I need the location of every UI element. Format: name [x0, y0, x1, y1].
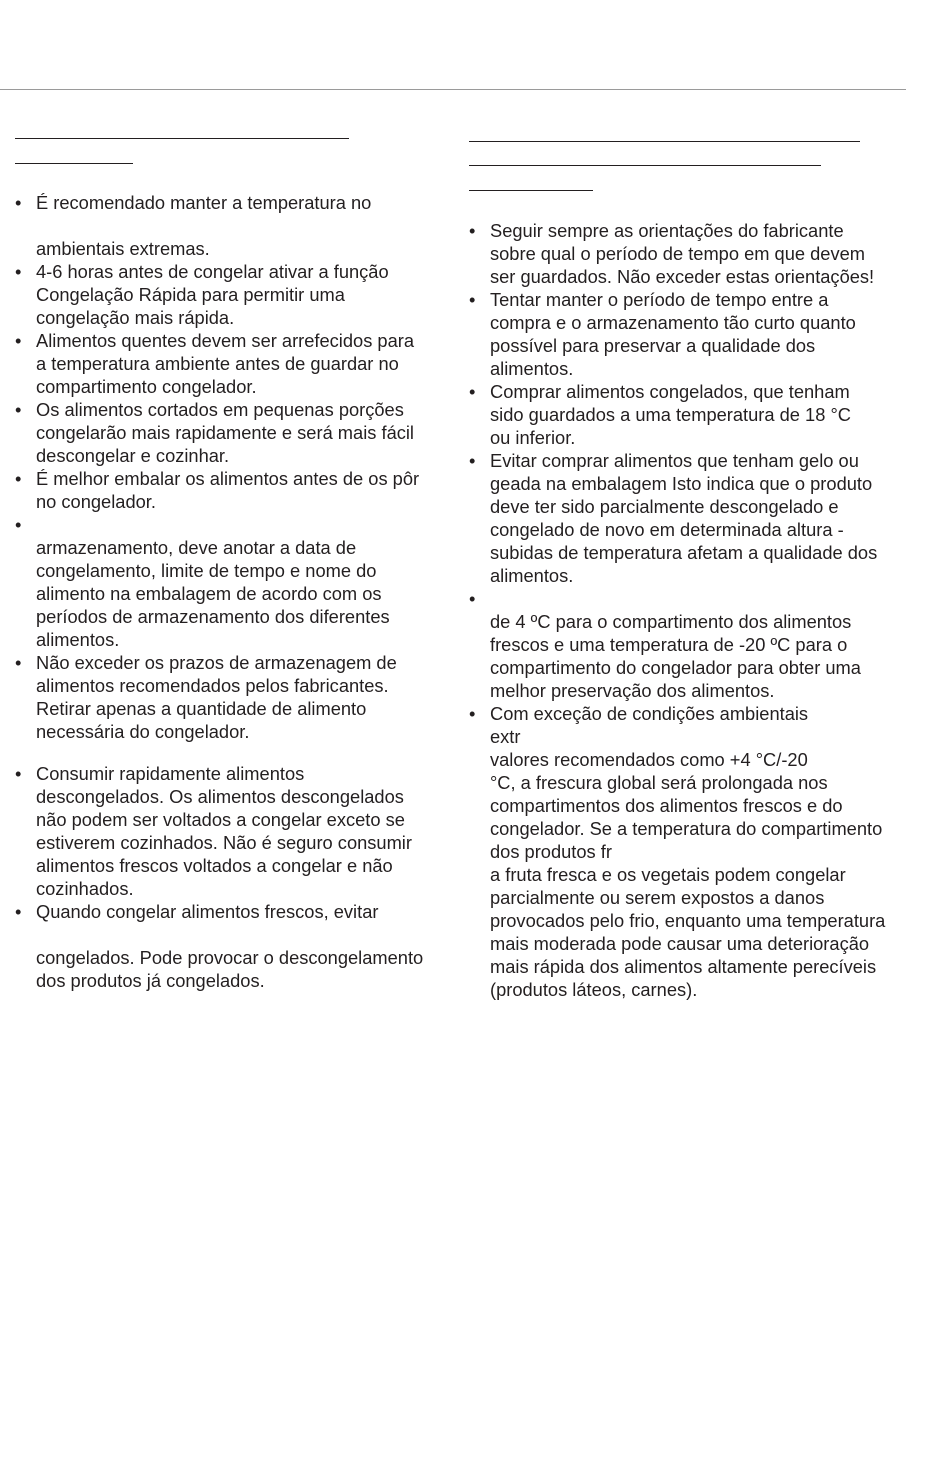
bullet-icon: •	[469, 289, 476, 310]
list-item	[469, 702, 917, 1001]
list-item	[469, 219, 917, 288]
list-item-text: Alimentos quentes devem ser arrefecidos para a temperatura ambiente antes de guardar no compartimento congelador.	[36, 330, 415, 397]
bullet-icon: •	[469, 588, 476, 609]
bullet-icon: •	[15, 901, 22, 922]
left-bullet-list-2	[15, 762, 455, 992]
list-item	[15, 900, 455, 992]
bullet-icon: •	[15, 514, 22, 535]
bullet-icon: •	[15, 468, 22, 489]
bullet-icon: •	[469, 220, 476, 241]
bullet-icon: •	[15, 261, 22, 282]
list-item-text: Os alimentos cortados em pequenas porções congelarão mais rapidamente e será mais fácil descongelar e cozinhar.	[36, 399, 414, 466]
list-item-text: Consumir rapidamente alimentos descongelados. Os alimentos descongelados não podem ser voltados a congelar exceto se estiverem cozinhados. Não é seguro consumir alimentos frescos voltados a congelar e não cozinhados.	[36, 763, 412, 899]
heading-underline	[469, 190, 593, 191]
list-item-text: Evitar comprar alimentos que tenham gelo ou geada na embalagem Isto indica que o produto deve ter sido parcialmente descongelado e congelado de novo em determinada altura - subidas de temperatura afetam a qualidade dos alimentos.	[490, 450, 878, 586]
page-top-rule	[0, 89, 906, 90]
list-item-text: de 4 ºC para o compartimento dos alimentos frescos e uma temperatura de -20 ºC para o compartimento do congelador para obter uma melhor preservação dos alimentos.	[490, 611, 861, 701]
bullet-icon: •	[469, 703, 476, 724]
bullet-icon: •	[469, 381, 476, 402]
list-item-text: Seguir sempre as orientações do fabricante sobre qual o período de tempo em que devem ser guardados. Não exceder estas orientações!	[490, 220, 875, 287]
list-item-text: Quando congelar alimentos frescos, evitar congelados. Pode provocar o descongelamento dos produtos já congelados.	[36, 901, 424, 991]
bullet-icon: •	[469, 450, 476, 471]
bullet-icon: •	[15, 399, 22, 420]
bullet-icon: •	[15, 330, 22, 351]
list-item-text: Comprar alimentos congelados, que tenham sido guardados a uma temperatura de 18 °C ou inferior.	[490, 381, 851, 448]
heading-underline	[15, 138, 349, 139]
list-item	[15, 398, 455, 467]
list-item	[469, 288, 917, 380]
list-item	[15, 467, 455, 513]
bullet-icon: •	[15, 652, 22, 673]
list-item-text: 4-6 horas antes de congelar ativar a função Congelação Rápida para permitir uma congelação mais rápida.	[36, 261, 389, 328]
list-item-text: armazenamento, deve anotar a data de congelamento, limite de tempo e nome do alimento na embalagem de acordo com os períodos de armazenamento dos diferentes alimentos.	[36, 537, 390, 650]
list-item	[15, 329, 455, 398]
list-item	[15, 513, 455, 651]
heading-underline	[15, 163, 133, 164]
heading-underline	[469, 165, 821, 166]
bullet-icon: •	[15, 763, 22, 784]
bullet-icon: •	[15, 192, 22, 213]
list-item	[15, 191, 455, 260]
list-item-text: É recomendado manter a temperatura no ambientais extremas.	[36, 192, 372, 259]
list-item-text: Tentar manter o período de tempo entre a compra e o armazenamento tão curto quanto possível para preservar a qualidade dos alimentos.	[490, 289, 856, 379]
list-item-text: Com exceção de condições ambientais extr valores recomendados como +4 °C/-20 °C, a frescura global será prolongada nos compartimentos dos alimentos frescos e do congelador. Se a temperatura do compartimento dos produtos fr a fruta fresca e os vegetais podem congelar parcialmente ou serem expostos a danos provocados pelo frio, enquanto uma temperatura mais moderada pode causar uma deterioração mais rápida dos alimentos altamente perecíveis (produtos láteos, carnes).	[490, 703, 886, 1000]
list-item	[469, 587, 917, 702]
list-item	[469, 449, 917, 587]
list-item	[15, 260, 455, 329]
left-bullet-list-1	[15, 191, 455, 743]
list-item	[469, 380, 917, 449]
list-item-text: Não exceder os prazos de armazenagem de alimentos recomendados pelos fabricantes. Retirar apenas a quantidade de alimento necessária do congelador.	[36, 652, 397, 742]
list-item	[15, 762, 455, 900]
list-item	[15, 651, 455, 743]
right-bullet-list	[469, 219, 917, 1001]
list-item-text: É melhor embalar os alimentos antes de os pôr no congelador.	[36, 468, 420, 512]
heading-underline	[469, 141, 860, 142]
